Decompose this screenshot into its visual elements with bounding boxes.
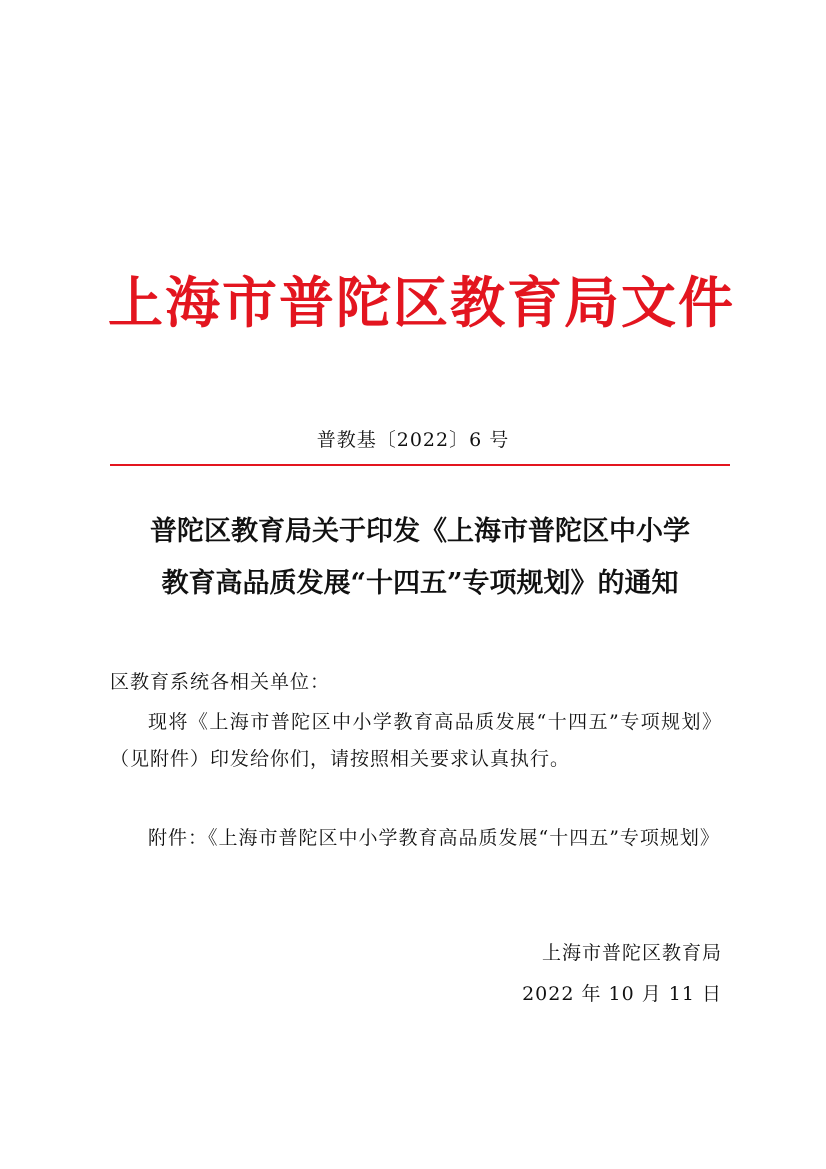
- signature-date: 2022 年 10 月 11 日: [522, 983, 722, 1005]
- red-divider-line: [110, 464, 730, 466]
- salutation: 区教育系统各相关单位：: [110, 671, 331, 693]
- signature-organization: 上海市普陀区教育局: [541, 942, 722, 964]
- document-header-title: 上海市普陀区教育局文件: [108, 270, 736, 335]
- body-paragraph: 现将《上海市普陀区中小学教育高品质发展“十四五”专项规划》（见附件）印发给你们，请按照相关要求认真执行。: [110, 711, 722, 770]
- document-number: 普教基〔2022〕6 号: [316, 429, 510, 451]
- attachment-note: 附件：《上海市普陀区中小学教育高品质发展“十四五”专项规划》: [148, 827, 720, 849]
- notice-title-line-1: 普陀区教育局关于印发《上海市普陀区中小学: [150, 516, 690, 547]
- notice-title: [110, 506, 730, 610]
- notice-title-line-2: 教育高品质发展“十四五”专项规划》的通知: [161, 568, 679, 599]
